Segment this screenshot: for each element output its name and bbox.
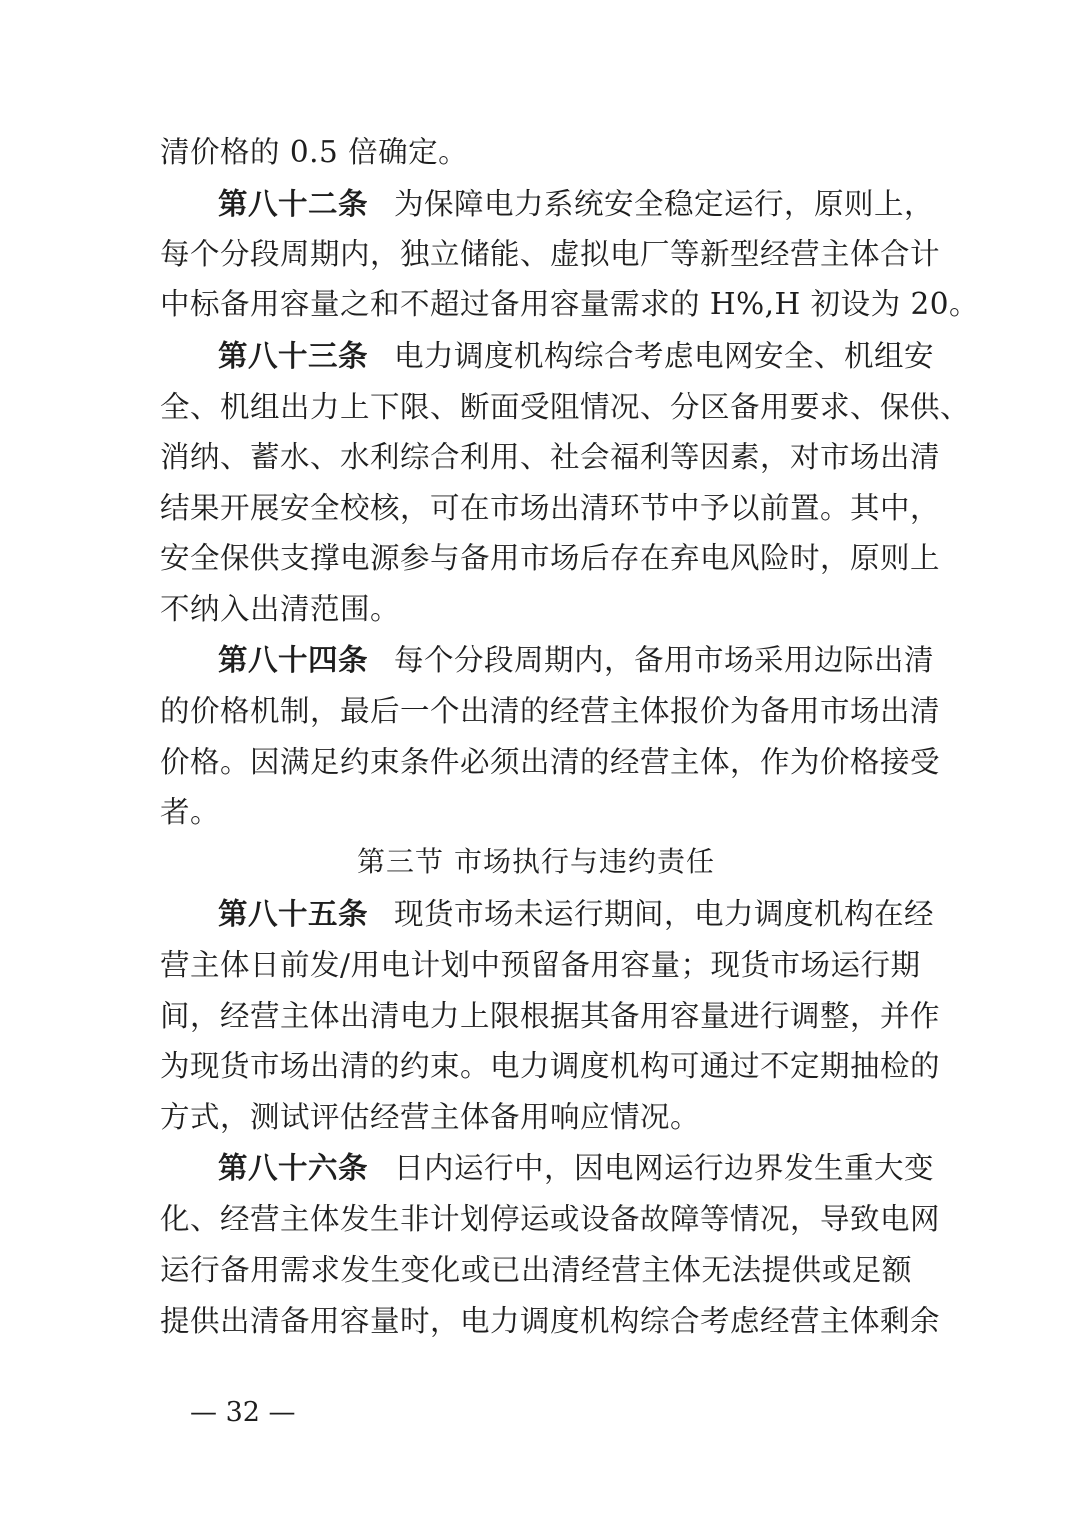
article-83-label: 第八十三条 xyxy=(218,339,369,373)
article-82-text: 为保障电力系统安全稳定运行，原则上， xyxy=(394,187,935,221)
article-86-line: 运行备用需求发生变化或已出清经营主体无法提供或足额 xyxy=(160,1253,912,1287)
article-86-label: 第八十六条 xyxy=(218,1151,369,1185)
article-82-label: 第八十二条 xyxy=(218,187,369,221)
article-83-line: 全、机组出力上下限、断面受阻情况、分区备用要求、保供、 xyxy=(160,390,971,424)
article-83-line: 不纳入出清范围。 xyxy=(160,592,401,626)
article-85-line: 方式，测试评估经营主体备用响应情况。 xyxy=(160,1100,701,1134)
article-84-line: 价格。因满足约束条件必须出清的经营主体，作为价格接受 xyxy=(160,745,941,779)
article-84-text: 每个分段周期内，备用市场采用边际出清 xyxy=(394,643,935,677)
article-83-line: 安全保供支撑电源参与备用市场后存在弃电风险时，原则上 xyxy=(160,541,941,575)
article-85-text: 现货市场未运行期间，电力调度机构在经 xyxy=(394,897,935,931)
paragraph-line: 清价格的 0.5 倍确定。 xyxy=(160,135,469,169)
article-83-line: 消纳、蓄水、水利综合利用、社会福利等因素，对市场出清 xyxy=(160,440,941,474)
article-86-first-line xyxy=(218,1142,935,1194)
article-84-line: 者。 xyxy=(160,795,221,829)
article-83-first-line xyxy=(218,330,935,382)
article-82-line: 每个分段周期内，独立储能、虚拟电厂等新型经营主体合计 xyxy=(160,237,941,271)
section-heading: 第三节 市场执行与违约责任 xyxy=(357,845,715,878)
article-84-first-line xyxy=(218,634,935,686)
article-83-text: 电力调度机构综合考虑电网安全、机组安 xyxy=(394,339,935,373)
article-86-line: 提供出清备用容量时，电力调度机构综合考虑经营主体剩余 xyxy=(160,1304,941,1338)
article-85-line: 营主体日前发/用电计划中预留备用容量；现货市场运行期 xyxy=(160,948,921,982)
article-84-label: 第八十四条 xyxy=(218,643,369,677)
article-85-first-line xyxy=(218,888,935,940)
article-86-text: 日内运行中，因电网运行边界发生重大变 xyxy=(394,1151,935,1185)
article-85-label: 第八十五条 xyxy=(218,897,369,931)
article-83-line: 结果开展安全校核，可在市场出清环节中予以前置。其中， xyxy=(160,491,941,525)
article-85-line: 间，经营主体出清电力上限根据其备用容量进行调整，并作 xyxy=(160,999,941,1033)
article-84-line: 的价格机制，最后一个出清的经营主体报价为备用市场出清 xyxy=(160,694,941,728)
article-82-line: 中标备用容量之和不超过备用容量需求的 H%,H 初设为 20。 xyxy=(160,287,980,321)
article-85-line: 为现货市场出清的约束。电力调度机构可通过不定期抽检的 xyxy=(160,1049,941,1083)
page-number: — 32 — xyxy=(190,1397,296,1428)
article-86-line: 化、经营主体发生非计划停运或设备故障等情况，导致电网 xyxy=(160,1202,941,1236)
article-82-first-line xyxy=(218,178,935,230)
